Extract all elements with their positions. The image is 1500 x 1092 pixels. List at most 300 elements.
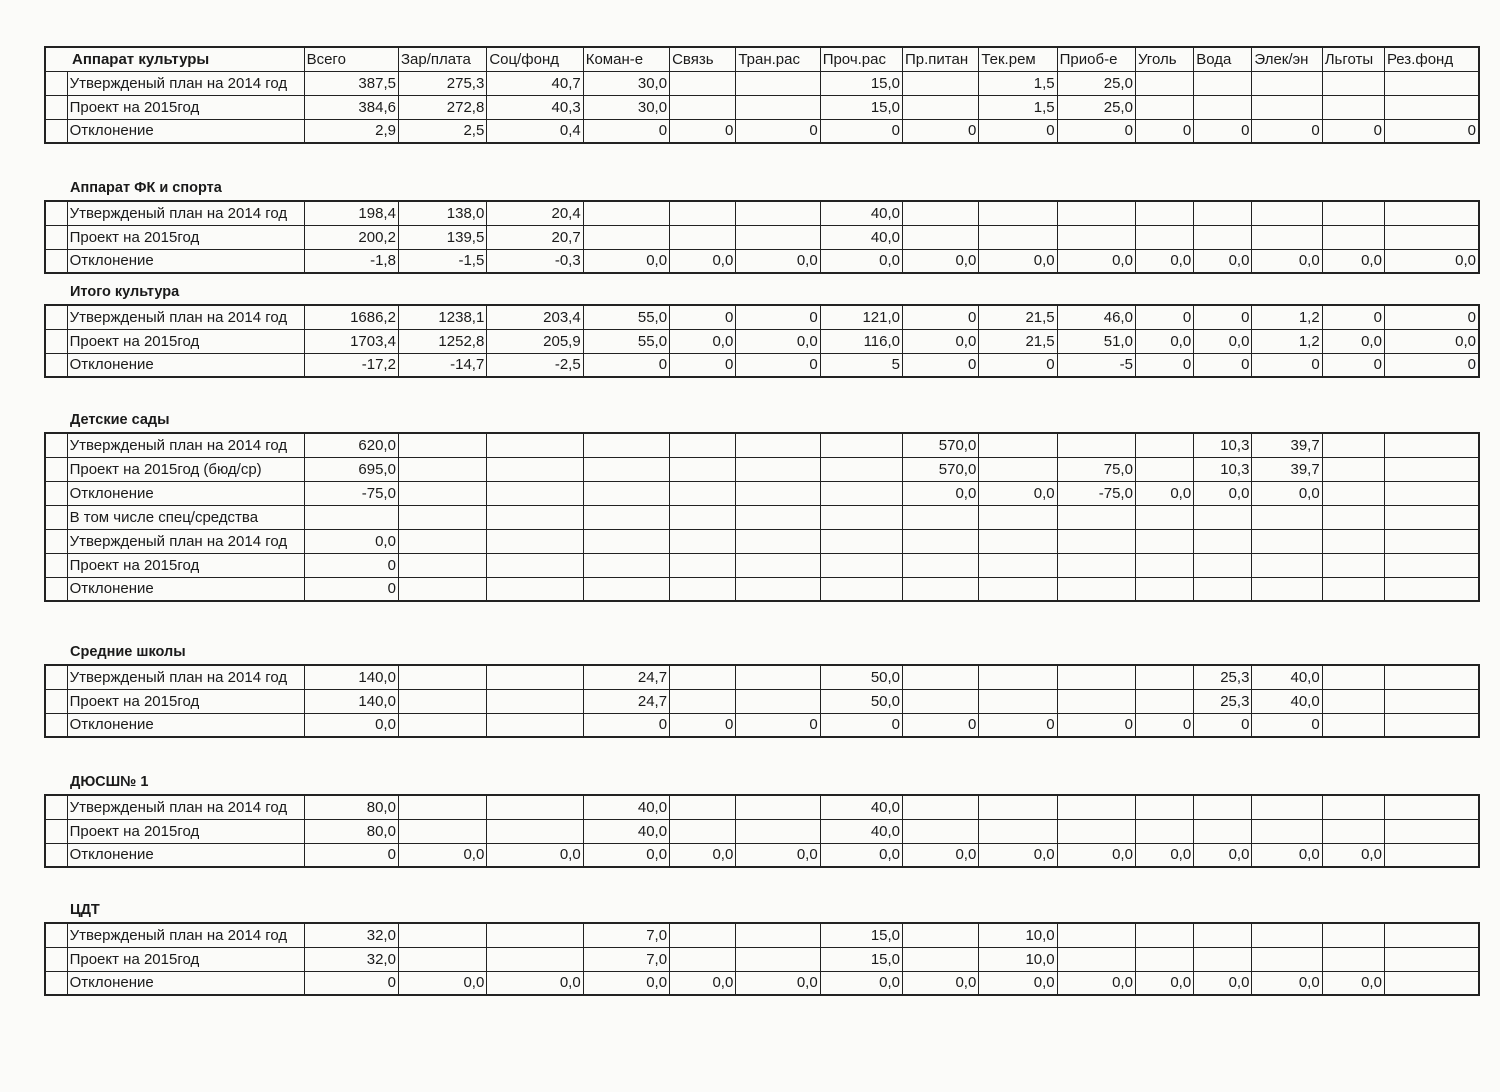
table-cell <box>1194 553 1252 577</box>
table-cell <box>398 947 486 971</box>
table-cell: -75,0 <box>1057 481 1135 505</box>
table-cell <box>1135 665 1193 689</box>
table-cell <box>820 433 902 457</box>
table-cell <box>1252 577 1322 601</box>
table-cell: 0,0 <box>903 971 979 995</box>
row-label: Утвержденый план на 2014 год <box>67 433 304 457</box>
table-cell: 0 <box>979 119 1057 143</box>
table-cell: 0 <box>1252 353 1322 377</box>
table-cell: 0,0 <box>1194 843 1252 867</box>
table-cell <box>670 795 736 819</box>
table-cell <box>1322 947 1384 971</box>
table-cell <box>1135 71 1193 95</box>
table-cell <box>1384 433 1479 457</box>
table-cell <box>903 795 979 819</box>
table-row <box>45 505 1479 529</box>
table-cell <box>1194 577 1252 601</box>
table-cell: 51,0 <box>1057 329 1135 353</box>
table-cell: 0,0 <box>1322 249 1384 273</box>
table-cell: 30,0 <box>583 95 669 119</box>
table-row <box>45 305 1479 329</box>
table-cell: 0,0 <box>1057 843 1135 867</box>
table-cell <box>1135 553 1193 577</box>
table-cell: 0 <box>583 119 669 143</box>
table-cell <box>1057 225 1135 249</box>
table-cell <box>903 689 979 713</box>
table-cell <box>1322 201 1384 225</box>
table-cell <box>1322 713 1384 737</box>
table-cell: 140,0 <box>304 665 398 689</box>
table-cell: 0 <box>583 353 669 377</box>
table-cell: 200,2 <box>304 225 398 249</box>
table-cell: 0 <box>670 353 736 377</box>
table-cell <box>1252 819 1322 843</box>
table-cell: 20,4 <box>487 201 583 225</box>
table-cell <box>1057 819 1135 843</box>
table-cell: 25,0 <box>1057 71 1135 95</box>
row-label: Утвержденый план на 2014 год <box>67 529 304 553</box>
table-cell: -75,0 <box>304 481 398 505</box>
table-cell: 5 <box>820 353 902 377</box>
table-cell <box>583 577 669 601</box>
table-cell: 2,9 <box>304 119 398 143</box>
table-cell <box>1384 819 1479 843</box>
table-cell: 40,0 <box>583 795 669 819</box>
table-cell <box>304 505 398 529</box>
table-cell <box>979 505 1057 529</box>
table-cell: 0,0 <box>304 529 398 553</box>
table-cell <box>1384 795 1479 819</box>
table-cell <box>903 95 979 119</box>
table-cell: 695,0 <box>304 457 398 481</box>
section-title: Аппарат культуры <box>72 50 210 68</box>
table-row <box>45 529 1479 553</box>
table-cell <box>1322 505 1384 529</box>
row-stub <box>45 71 67 95</box>
section-title: ЦДТ <box>70 902 100 918</box>
table-cell: 40,0 <box>820 819 902 843</box>
table-cell <box>736 225 820 249</box>
row-stub <box>45 553 67 577</box>
table-cell: 0,0 <box>1252 481 1322 505</box>
table-cell <box>583 225 669 249</box>
table-cell: -17,2 <box>304 353 398 377</box>
table-cell <box>1194 201 1252 225</box>
column-header: Проч.рас <box>820 47 902 71</box>
table-cell: 0 <box>670 713 736 737</box>
table-cell: 0 <box>979 353 1057 377</box>
column-header: Соц/фонд <box>487 47 583 71</box>
table-cell <box>1322 457 1384 481</box>
table-cell: 0,0 <box>670 329 736 353</box>
table-cell: 10,0 <box>979 923 1057 947</box>
table-cell <box>1194 95 1252 119</box>
column-header: Уголь <box>1135 47 1193 71</box>
row-label: Утвержденый план на 2014 год <box>67 71 304 95</box>
table-row <box>45 819 1479 843</box>
table-cell: 198,4 <box>304 201 398 225</box>
table-cell: 0 <box>1194 119 1252 143</box>
row-label: Утвержденый план на 2014 год <box>67 923 304 947</box>
section-detskie-sady <box>44 408 1480 602</box>
table-cell <box>1384 71 1479 95</box>
row-stub <box>45 947 67 971</box>
table-cell: 272,8 <box>398 95 486 119</box>
row-label: Проект на 2015год (бюд/ср) <box>67 457 304 481</box>
row-label: Отклонение <box>67 843 304 867</box>
table-cell <box>1135 689 1193 713</box>
table-cell <box>487 713 583 737</box>
section-cdt <box>44 898 1480 996</box>
table-cell <box>1135 457 1193 481</box>
table-cell <box>903 201 979 225</box>
table-cell: 0,0 <box>670 971 736 995</box>
row-label: Проект на 2015год <box>67 95 304 119</box>
table-cell: 0 <box>1322 305 1384 329</box>
table-cell: 116,0 <box>820 329 902 353</box>
table-cell <box>1252 529 1322 553</box>
table-cell <box>1252 923 1322 947</box>
table-cell <box>1384 843 1479 867</box>
table-cell <box>398 795 486 819</box>
table-cell <box>487 947 583 971</box>
table-cell: 0 <box>903 305 979 329</box>
table-cell <box>1384 923 1479 947</box>
table-row <box>45 553 1479 577</box>
table-cell <box>1384 225 1479 249</box>
table-cell <box>736 923 820 947</box>
table-cell: 10,3 <box>1194 433 1252 457</box>
table-cell <box>1135 433 1193 457</box>
table-cell: 0,0 <box>979 481 1057 505</box>
table-cell: -1,8 <box>304 249 398 273</box>
table-cell: 0,0 <box>1384 329 1479 353</box>
column-header: Пр.питан <box>903 47 979 71</box>
table-row <box>45 329 1479 353</box>
table-cell <box>398 819 486 843</box>
table-row <box>45 95 1479 119</box>
table-cell <box>487 665 583 689</box>
table-cell <box>903 947 979 971</box>
row-stub <box>45 249 67 273</box>
table-cell <box>1252 947 1322 971</box>
table-row <box>45 713 1479 737</box>
table-cell <box>670 819 736 843</box>
table-cell: 0 <box>1384 353 1479 377</box>
table-cell <box>1252 795 1322 819</box>
table-cell: 0,0 <box>670 843 736 867</box>
table-cell <box>979 201 1057 225</box>
table-cell <box>1057 577 1135 601</box>
table-cell: 0 <box>903 353 979 377</box>
table-row <box>45 353 1479 377</box>
row-stub <box>45 529 67 553</box>
table-cell: 0,0 <box>903 481 979 505</box>
table-cell: 0 <box>736 305 820 329</box>
table-cell: 0 <box>736 713 820 737</box>
table-cell: 0,0 <box>1135 249 1193 273</box>
table-cell <box>903 71 979 95</box>
table-cell <box>903 665 979 689</box>
table-cell: 0 <box>1135 353 1193 377</box>
table-cell: 30,0 <box>583 71 669 95</box>
table-cell <box>670 71 736 95</box>
table-cell <box>1384 95 1479 119</box>
table-cell: 40,0 <box>1252 665 1322 689</box>
table-cell <box>487 577 583 601</box>
table-cell: 0,0 <box>1057 971 1135 995</box>
table-cell: 205,9 <box>487 329 583 353</box>
table-cell: 0,4 <box>487 119 583 143</box>
table-cell: 1,2 <box>1252 329 1322 353</box>
table-cell <box>1194 923 1252 947</box>
table-cell: -14,7 <box>398 353 486 377</box>
table-cell: 0,0 <box>583 971 669 995</box>
table-cell <box>736 665 820 689</box>
table-cell: 50,0 <box>820 665 902 689</box>
table-cell <box>1194 947 1252 971</box>
table-cell: 138,0 <box>398 201 486 225</box>
table-cell <box>1384 947 1479 971</box>
table-cell <box>979 553 1057 577</box>
table-cell: 21,5 <box>979 329 1057 353</box>
table-row <box>45 249 1479 273</box>
table-cell: 80,0 <box>304 795 398 819</box>
table-cell <box>820 553 902 577</box>
table-cell <box>1057 923 1135 947</box>
table-cell: 0,0 <box>1252 249 1322 273</box>
table-cell <box>1135 947 1193 971</box>
row-stub <box>45 795 67 819</box>
table-cell: 0,0 <box>736 329 820 353</box>
table-cell: 0 <box>1135 713 1193 737</box>
table-cell <box>1322 71 1384 95</box>
table-cell <box>736 71 820 95</box>
table-cell: 0 <box>1135 119 1193 143</box>
row-label: Проект на 2015год <box>67 819 304 843</box>
table-cell <box>1384 689 1479 713</box>
table-cell: 15,0 <box>820 95 902 119</box>
table-cell: 46,0 <box>1057 305 1135 329</box>
table-cell: 0 <box>1135 305 1193 329</box>
table-cell: 1703,4 <box>304 329 398 353</box>
row-stub <box>45 971 67 995</box>
section-title: Аппарат ФК и спорта <box>70 180 222 196</box>
table-cell: 40,0 <box>820 795 902 819</box>
table-cell: 0,0 <box>1194 329 1252 353</box>
table-cell <box>487 553 583 577</box>
table-row <box>45 119 1479 143</box>
table-cell: 0,0 <box>487 843 583 867</box>
table-cell <box>487 433 583 457</box>
table-cell <box>670 577 736 601</box>
table-cell <box>1384 201 1479 225</box>
table-cell: 24,7 <box>583 689 669 713</box>
table-cell <box>820 481 902 505</box>
table-row <box>45 201 1479 225</box>
table-cell <box>979 795 1057 819</box>
table-row <box>45 843 1479 867</box>
table-cell: 0,0 <box>1194 481 1252 505</box>
table-row <box>45 457 1479 481</box>
table-cell <box>1057 795 1135 819</box>
table-cell <box>736 95 820 119</box>
table-cell: 121,0 <box>820 305 902 329</box>
table-cell: -2,5 <box>487 353 583 377</box>
table-cell: -5 <box>1057 353 1135 377</box>
table-cell <box>736 819 820 843</box>
section-table <box>44 794 1480 868</box>
table-cell: 0,0 <box>1322 971 1384 995</box>
table-cell: 0,0 <box>979 971 1057 995</box>
row-stub <box>45 95 67 119</box>
table-cell <box>1057 689 1135 713</box>
table-cell <box>398 689 486 713</box>
table-cell <box>1135 577 1193 601</box>
table-row <box>45 795 1479 819</box>
table-cell <box>736 481 820 505</box>
table-cell <box>1252 505 1322 529</box>
table-cell: 40,0 <box>820 225 902 249</box>
table-cell: 0 <box>820 713 902 737</box>
table-cell <box>979 529 1057 553</box>
table-cell <box>903 505 979 529</box>
table-cell: 0 <box>820 119 902 143</box>
table-cell <box>1252 95 1322 119</box>
table-cell: 0 <box>736 353 820 377</box>
table-cell <box>487 505 583 529</box>
table-cell: 139,5 <box>398 225 486 249</box>
column-header: Льготы <box>1322 47 1384 71</box>
table-cell <box>1135 505 1193 529</box>
table-cell <box>1135 225 1193 249</box>
row-label: Отклонение <box>67 577 304 601</box>
table-cell <box>820 505 902 529</box>
table-cell <box>1135 529 1193 553</box>
table-cell <box>903 225 979 249</box>
section-dyussh-1 <box>44 770 1480 868</box>
table-cell <box>736 947 820 971</box>
table-cell <box>1322 689 1384 713</box>
table-cell <box>1135 201 1193 225</box>
table-cell: 0 <box>1194 305 1252 329</box>
table-cell <box>1384 529 1479 553</box>
row-label: Проект на 2015год <box>67 947 304 971</box>
table-cell <box>736 795 820 819</box>
table-cell: 0 <box>670 305 736 329</box>
table-cell: 55,0 <box>583 305 669 329</box>
table-cell <box>1322 665 1384 689</box>
table-cell <box>1384 505 1479 529</box>
table-cell <box>979 433 1057 457</box>
table-cell <box>670 433 736 457</box>
table-cell <box>487 481 583 505</box>
row-stub <box>45 665 67 689</box>
row-label: Проект на 2015год <box>67 225 304 249</box>
table-cell <box>583 505 669 529</box>
table-cell <box>583 457 669 481</box>
row-stub <box>45 225 67 249</box>
row-stub <box>45 305 67 329</box>
table-cell: 0 <box>304 577 398 601</box>
table-cell <box>487 529 583 553</box>
table-cell: 0,0 <box>1252 843 1322 867</box>
table-cell: 24,7 <box>583 665 669 689</box>
section-table <box>44 922 1480 996</box>
section-srednie-shkoly <box>44 640 1480 738</box>
table-row <box>45 971 1479 995</box>
table-cell <box>398 457 486 481</box>
table-cell: 570,0 <box>903 433 979 457</box>
table-cell <box>1194 819 1252 843</box>
section-apparat-fk-sporta <box>44 176 1480 274</box>
table-cell: 0 <box>1322 119 1384 143</box>
table-cell: 0,0 <box>979 249 1057 273</box>
table-cell: 0,0 <box>398 971 486 995</box>
row-label: Отклонение <box>67 249 304 273</box>
table-cell: 0,0 <box>1252 971 1322 995</box>
table-cell <box>670 689 736 713</box>
column-header: Связь <box>670 47 736 71</box>
table-cell <box>903 819 979 843</box>
table-cell <box>1384 457 1479 481</box>
table-cell: 1252,8 <box>398 329 486 353</box>
table-cell: 0,0 <box>1135 843 1193 867</box>
row-label: Проект на 2015год <box>67 329 304 353</box>
table-cell <box>1194 225 1252 249</box>
table-cell <box>583 433 669 457</box>
table-cell: 570,0 <box>903 457 979 481</box>
table-cell <box>903 553 979 577</box>
table-cell <box>903 577 979 601</box>
table-cell: 0,0 <box>820 249 902 273</box>
table-cell <box>670 225 736 249</box>
table-cell: 0,0 <box>736 971 820 995</box>
column-header: Коман-е <box>583 47 669 71</box>
section-table <box>44 46 1480 144</box>
column-header: Тек.рем <box>979 47 1057 71</box>
table-cell <box>1322 795 1384 819</box>
row-label: Утвержденый план на 2014 год <box>67 665 304 689</box>
table-cell <box>487 689 583 713</box>
table-cell: 0,0 <box>583 249 669 273</box>
row-stub <box>45 577 67 601</box>
table-cell: 0,0 <box>1384 249 1479 273</box>
table-cell: 0,0 <box>820 971 902 995</box>
table-cell: 0 <box>1252 119 1322 143</box>
table-cell <box>1057 553 1135 577</box>
table-cell: 2,5 <box>398 119 486 143</box>
table-cell <box>1057 665 1135 689</box>
row-label: Отклонение <box>67 119 304 143</box>
table-cell <box>1135 795 1193 819</box>
row-label: Проект на 2015год <box>67 689 304 713</box>
table-cell: 0 <box>1057 713 1135 737</box>
table-cell: 0,0 <box>736 249 820 273</box>
row-label: Утвержденый план на 2014 год <box>67 795 304 819</box>
table-cell <box>1322 433 1384 457</box>
table-cell: 0,0 <box>1057 249 1135 273</box>
table-cell <box>736 529 820 553</box>
table-cell: 0,0 <box>487 971 583 995</box>
table-cell <box>398 505 486 529</box>
table-cell <box>1057 529 1135 553</box>
table-cell: 15,0 <box>820 71 902 95</box>
section-table <box>44 304 1480 378</box>
table-cell: 0 <box>304 553 398 577</box>
table-cell: 387,5 <box>304 71 398 95</box>
table-cell: 0,0 <box>903 329 979 353</box>
